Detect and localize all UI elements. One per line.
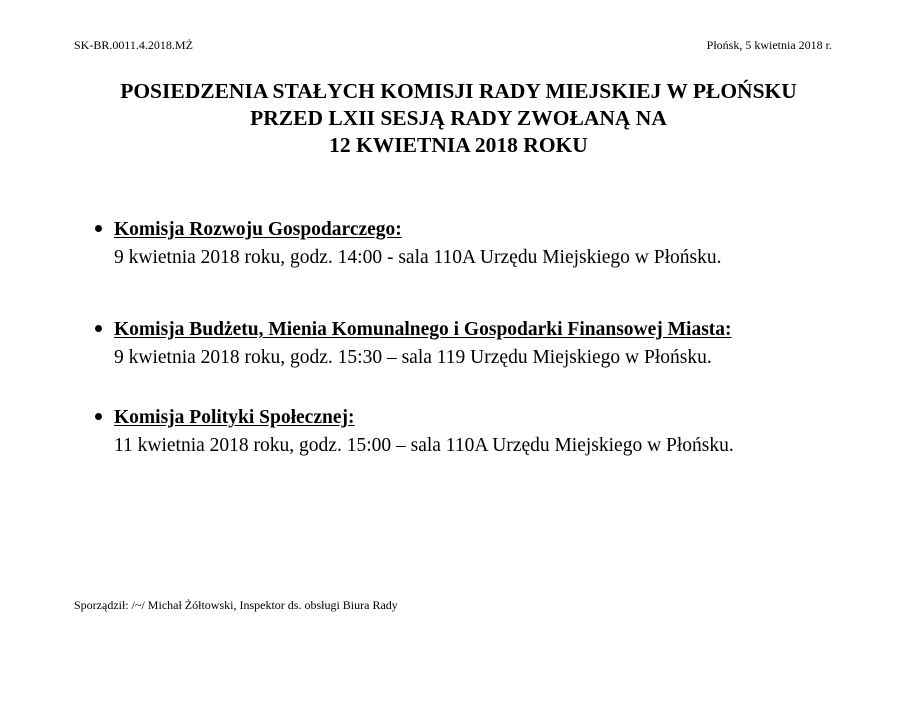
title-line-2: PRZED LXII SESJĄ RADY ZWOŁANĄ NA xyxy=(250,106,667,130)
committee-name: Komisja Polityki Społecznej: xyxy=(114,407,355,428)
title-line-3: 12 KWIETNIA 2018 ROKU xyxy=(329,133,588,157)
bullet-icon xyxy=(92,404,108,432)
document-place-date: Płońsk, 5 kwietnia 2018 r. xyxy=(706,38,832,52)
committee-meeting-details: 9 kwietnia 2018 roku, godz. 15:30 – sala 119 Urzędu Miejskiego w Płońsku. xyxy=(114,347,712,368)
bullet-icon xyxy=(92,316,108,344)
committee-list-item xyxy=(92,316,872,372)
prepared-by-note: Sporządził: /~/ Michał Żółtowski, Inspektor ds. obsługi Biura Rady xyxy=(74,598,398,612)
title-line-1: POSIEDZENIA STAŁYCH KOMISJI RADY MIEJSKIEJ W PŁOŃSKU xyxy=(120,79,797,103)
document-title xyxy=(0,78,917,159)
committee-list-item xyxy=(92,404,872,460)
committee-list-item xyxy=(92,216,872,272)
document-reference-number: SK-BR.0011.4.2018.MŻ xyxy=(74,38,193,52)
committee-name: Komisja Budżetu, Mienia Komunalnego i Gospodarki Finansowej Miasta: xyxy=(114,319,732,340)
committee-name: Komisja Rozwoju Gospodarczego: xyxy=(114,219,402,240)
committee-meeting-details: 9 kwietnia 2018 roku, godz. 14:00 - sala 110A Urzędu Miejskiego w Płońsku. xyxy=(114,247,722,268)
bullet-icon xyxy=(92,216,108,244)
committee-meeting-details: 11 kwietnia 2018 roku, godz. 15:00 – sala 110A Urzędu Miejskiego w Płońsku. xyxy=(114,435,734,456)
